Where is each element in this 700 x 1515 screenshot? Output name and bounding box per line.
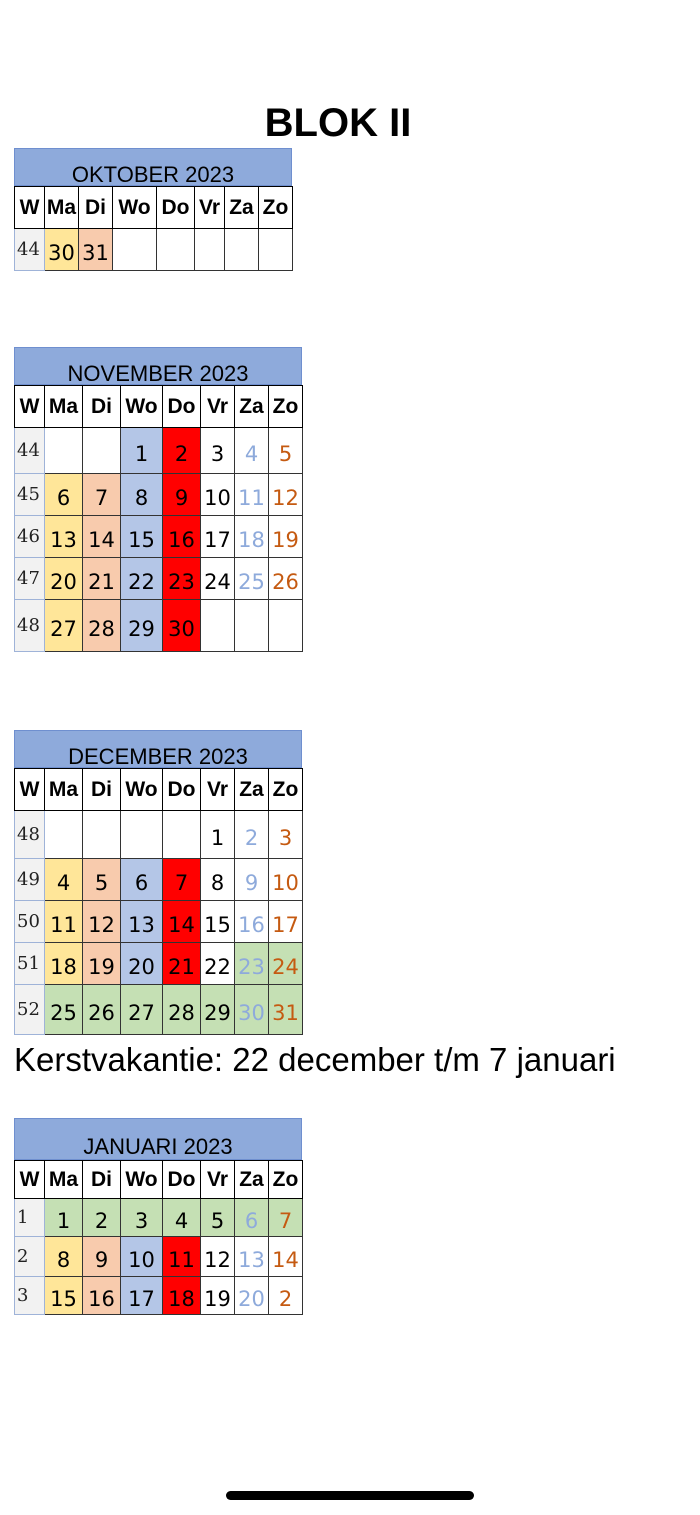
day-cell: 17	[201, 516, 235, 558]
weekday-header-row	[15, 769, 303, 811]
weekday-header: Ma	[45, 187, 79, 229]
week-number: 44	[15, 229, 45, 271]
day-cell: 1	[121, 428, 163, 474]
day-cell: 13	[121, 901, 163, 943]
day-cell: 2	[83, 1199, 121, 1237]
day-cell: 12	[201, 1237, 235, 1277]
day-cell: 13	[235, 1237, 269, 1277]
day-cell: 10	[201, 474, 235, 516]
empty-day-cell	[45, 428, 83, 474]
day-cell: 14	[83, 516, 121, 558]
month-calendar	[14, 148, 293, 271]
week-number-header: W	[15, 1161, 45, 1199]
day-cell: 28	[163, 985, 201, 1035]
weekday-header: Za	[235, 386, 269, 428]
month-title: DECEMBER 2023	[14, 730, 302, 768]
weekday-header: Zo	[269, 1161, 303, 1199]
month-title: NOVEMBER 2023	[14, 347, 302, 385]
day-cell: 8	[45, 1237, 83, 1277]
day-cell: 14	[163, 901, 201, 943]
week-number: 2	[15, 1237, 45, 1277]
empty-day-cell	[163, 811, 201, 859]
weekday-header: Do	[157, 187, 195, 229]
weekday-header-row	[15, 386, 303, 428]
week-number: 52	[15, 985, 45, 1035]
month-grid	[14, 768, 303, 1035]
day-cell: 31	[269, 985, 303, 1035]
week-row	[15, 901, 303, 943]
weekday-header: Wo	[121, 386, 163, 428]
week-number: 45	[15, 474, 45, 516]
day-cell: 4	[45, 859, 83, 901]
day-cell: 25	[235, 558, 269, 600]
day-cell: 4	[163, 1199, 201, 1237]
day-cell: 7	[163, 859, 201, 901]
day-cell: 29	[121, 600, 163, 652]
day-cell: 15	[121, 516, 163, 558]
day-cell: 14	[269, 1237, 303, 1277]
day-cell: 23	[163, 558, 201, 600]
empty-day-cell	[201, 600, 235, 652]
day-cell: 3	[121, 1199, 163, 1237]
day-cell: 17	[121, 1277, 163, 1315]
day-cell: 20	[45, 558, 83, 600]
day-cell: 8	[201, 859, 235, 901]
week-number: 1	[15, 1199, 45, 1237]
empty-day-cell	[259, 229, 293, 271]
weekday-header: Vr	[201, 1161, 235, 1199]
day-cell: 3	[269, 811, 303, 859]
week-row	[15, 558, 303, 600]
month-calendar	[14, 347, 303, 652]
weekday-header: Wo	[121, 1161, 163, 1199]
weekday-header: Ma	[45, 769, 83, 811]
empty-day-cell	[83, 428, 121, 474]
empty-day-cell	[195, 229, 225, 271]
weekday-header: Ma	[45, 1161, 83, 1199]
week-row	[15, 1199, 303, 1237]
day-cell: 11	[163, 1237, 201, 1277]
month-calendar	[14, 730, 303, 1035]
day-cell: 19	[83, 943, 121, 985]
day-cell: 21	[163, 943, 201, 985]
day-cell: 5	[83, 859, 121, 901]
week-row	[15, 811, 303, 859]
day-cell: 15	[45, 1277, 83, 1315]
day-cell: 2	[235, 811, 269, 859]
day-cell: 15	[201, 901, 235, 943]
day-cell: 24	[201, 558, 235, 600]
weekday-header: Do	[163, 769, 201, 811]
day-cell: 18	[235, 516, 269, 558]
week-number: 3	[15, 1277, 45, 1315]
week-number: 51	[15, 943, 45, 985]
day-cell: 18	[163, 1277, 201, 1315]
week-row	[15, 859, 303, 901]
month-title: OKTOBER 2023	[14, 148, 292, 186]
weekday-header: Ma	[45, 386, 83, 428]
empty-day-cell	[235, 600, 269, 652]
day-cell: 27	[121, 985, 163, 1035]
day-cell: 6	[121, 859, 163, 901]
day-cell: 16	[83, 1277, 121, 1315]
week-row	[15, 1277, 303, 1315]
week-number-header: W	[15, 769, 45, 811]
weekday-header: Za	[235, 769, 269, 811]
day-cell: 18	[45, 943, 83, 985]
day-cell: 22	[121, 558, 163, 600]
day-cell: 30	[235, 985, 269, 1035]
week-number-header: W	[15, 386, 45, 428]
weekday-header: Wo	[121, 769, 163, 811]
day-cell: 1	[201, 811, 235, 859]
weekday-header: Di	[83, 386, 121, 428]
day-cell: 9	[235, 859, 269, 901]
empty-day-cell	[269, 600, 303, 652]
weekday-header: Zo	[259, 187, 293, 229]
christmas-vacation-note: Kerstvakantie: 22 december t/m 7 januari	[14, 1041, 616, 1078]
empty-day-cell	[121, 811, 163, 859]
day-cell: 10	[121, 1237, 163, 1277]
day-cell: 26	[269, 558, 303, 600]
day-cell: 11	[235, 474, 269, 516]
month-grid	[14, 385, 303, 652]
weekday-header: Di	[83, 1161, 121, 1199]
day-cell: 8	[121, 474, 163, 516]
day-cell: 20	[235, 1277, 269, 1315]
empty-day-cell	[157, 229, 195, 271]
week-row	[15, 985, 303, 1035]
day-cell: 2	[269, 1277, 303, 1315]
weekday-header: Zo	[269, 386, 303, 428]
weekday-header: Za	[225, 187, 259, 229]
week-number: 46	[15, 516, 45, 558]
weekday-header: Wo	[113, 187, 157, 229]
weekday-header: Do	[163, 386, 201, 428]
month-calendar	[14, 1118, 303, 1315]
home-indicator[interactable]	[226, 1491, 474, 1500]
week-row	[15, 943, 303, 985]
day-cell: 23	[235, 943, 269, 985]
day-cell: 9	[83, 1237, 121, 1277]
day-cell: 22	[201, 943, 235, 985]
day-cell: 30	[45, 229, 79, 271]
week-row	[15, 428, 303, 474]
day-cell: 12	[83, 901, 121, 943]
month-grid	[14, 1160, 303, 1315]
week-number: 47	[15, 558, 45, 600]
day-cell: 25	[45, 985, 83, 1035]
day-cell: 5	[201, 1199, 235, 1237]
weekday-header-row	[15, 1161, 303, 1199]
day-cell: 16	[163, 516, 201, 558]
day-cell: 13	[45, 516, 83, 558]
week-number: 49	[15, 859, 45, 901]
day-cell: 19	[269, 516, 303, 558]
day-cell: 12	[269, 474, 303, 516]
day-cell: 26	[83, 985, 121, 1035]
week-row	[15, 229, 293, 271]
month-title: JANUARI 2023	[14, 1118, 302, 1160]
day-cell: 9	[163, 474, 201, 516]
day-cell: 28	[83, 600, 121, 652]
day-cell: 5	[269, 428, 303, 474]
week-number: 48	[15, 600, 45, 652]
week-row	[15, 516, 303, 558]
day-cell: 20	[121, 943, 163, 985]
weekday-header: Vr	[201, 769, 235, 811]
week-number: 50	[15, 901, 45, 943]
week-row	[15, 474, 303, 516]
day-cell: 11	[45, 901, 83, 943]
month-grid	[14, 186, 293, 271]
day-cell: 21	[83, 558, 121, 600]
week-number-header: W	[15, 187, 45, 229]
weekday-header: Vr	[195, 187, 225, 229]
weekday-header: Zo	[269, 769, 303, 811]
weekday-header: Di	[79, 187, 113, 229]
week-row	[15, 600, 303, 652]
day-cell: 7	[83, 474, 121, 516]
empty-day-cell	[83, 811, 121, 859]
empty-day-cell	[113, 229, 157, 271]
week-number: 44	[15, 428, 45, 474]
day-cell: 19	[201, 1277, 235, 1315]
day-cell: 29	[201, 985, 235, 1035]
day-cell: 4	[235, 428, 269, 474]
day-cell: 6	[235, 1199, 269, 1237]
day-cell: 2	[163, 428, 201, 474]
empty-day-cell	[45, 811, 83, 859]
day-cell: 3	[201, 428, 235, 474]
weekday-header: Za	[235, 1161, 269, 1199]
week-row	[15, 1237, 303, 1277]
weekday-header: Vr	[201, 386, 235, 428]
weekday-header: Do	[163, 1161, 201, 1199]
weekday-header: Di	[83, 769, 121, 811]
day-cell: 7	[269, 1199, 303, 1237]
day-cell: 1	[45, 1199, 83, 1237]
weekday-header-row	[15, 187, 293, 229]
empty-day-cell	[225, 229, 259, 271]
page-title: BLOK II	[264, 101, 412, 145]
week-number: 48	[15, 811, 45, 859]
day-cell: 6	[45, 474, 83, 516]
day-cell: 16	[235, 901, 269, 943]
day-cell: 24	[269, 943, 303, 985]
day-cell: 31	[79, 229, 113, 271]
day-cell: 10	[269, 859, 303, 901]
day-cell: 27	[45, 600, 83, 652]
day-cell: 17	[269, 901, 303, 943]
day-cell: 30	[163, 600, 201, 652]
